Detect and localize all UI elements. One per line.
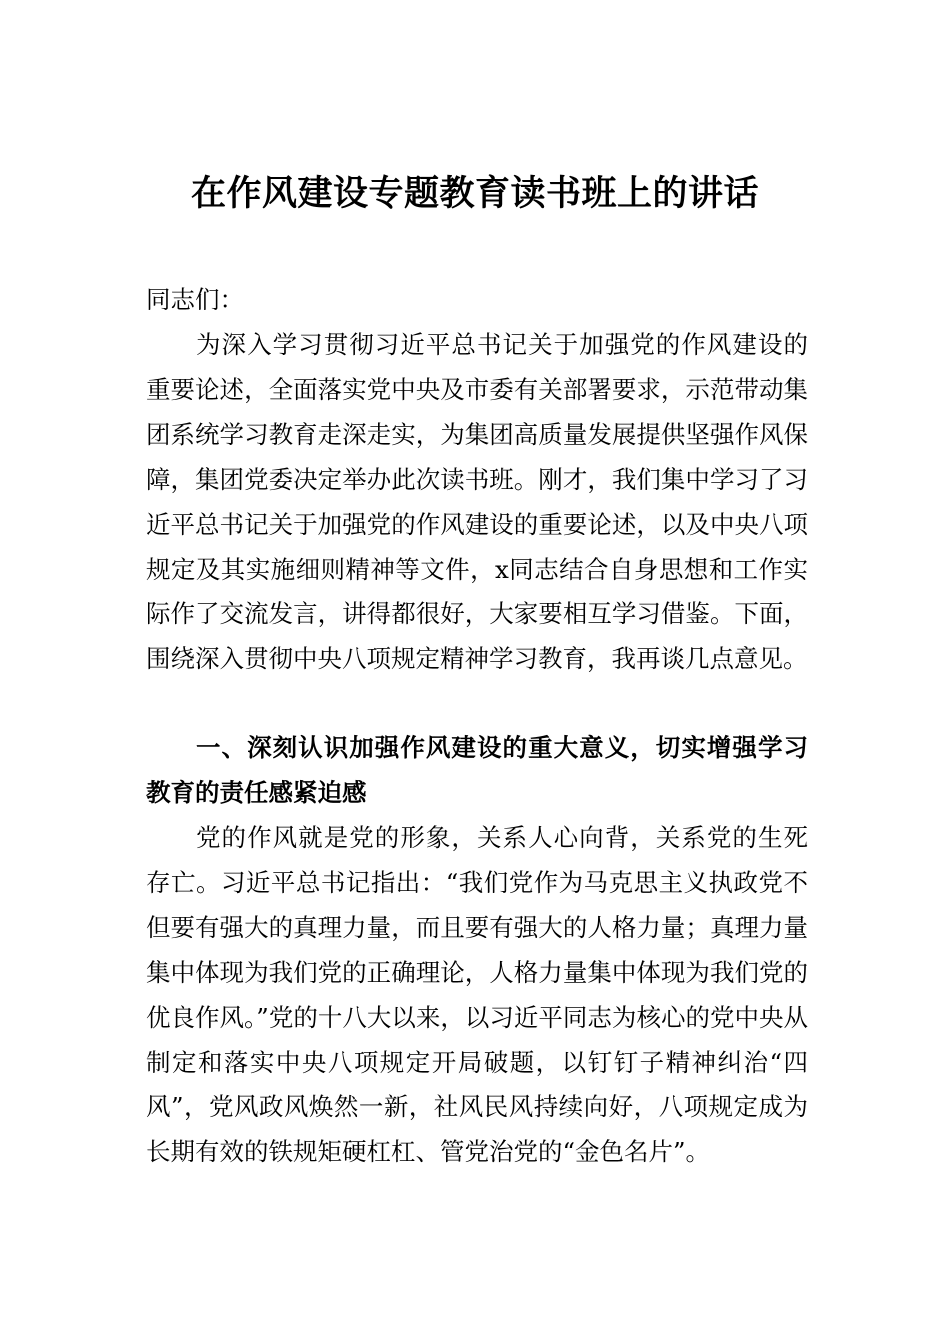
section-heading-1: 一、深刻认识加强作风建设的重大意义，切实增强学习教育的责任感紧迫感 [146,733,808,807]
paragraph-section-1: 党的作风就是党的形象，关系人心向背，关系党的生死存亡。习近平总书记指出：“我们党作为马克思主义执政党不但要有强大的真理力量，而且要有强大的人格力量；真理力量集中体现为我们党的正确理论，人格力量集中体现为我们党的优良作风。”党的十八大以来，以习近平同志为核心的党中央从制定和落实中央八项规定开局破题，以钉钉子精神纠治“四风”，党风政风焕然一新，社风民风持续向好，八项规定成为长期有效的铁规矩硬杠杠、管党治党的“金色名片”。 [146,823,808,1167]
document-title: 在作风建设专题教育读书班上的讲话 [190,173,759,214]
salutation: 同志们： [146,285,244,314]
paragraph-intro: 为深入学习贯彻习近平总书记关于加强党的作风建设的重要论述，全面落实党中央及市委有关部署要求，示范带动集团系统学习教育走深走实，为集团高质量发展提供坚强作风保障，集团党委决定举办此次读书班。刚才，我们集中学习了习近平总书记关于加强党的作风建设的重要论述，以及中央八项规定及其实施细则精神等文件，x同志结合自身思想和工作实际作了交流发言，讲得都很好，大家要相互学习借鉴。下面，围绕深入贯彻中央八项规定精神学习教育，我再谈几点意见。 [146,330,808,674]
